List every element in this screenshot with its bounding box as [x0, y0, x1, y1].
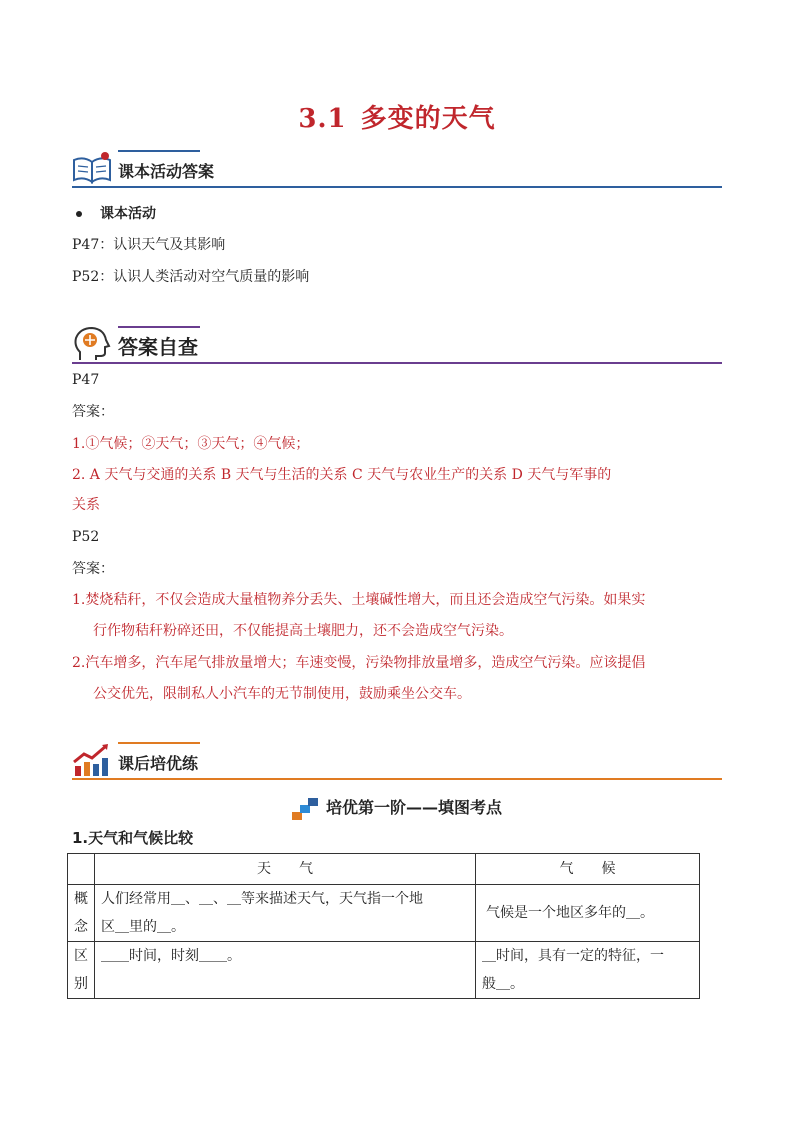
table-row — [68, 885, 700, 942]
comparison-table — [67, 853, 700, 999]
col-climate: 气 候 — [476, 854, 700, 885]
book-icon — [72, 150, 114, 186]
cell-weather-difference: ＿＿时间，时刻＿＿。 — [95, 942, 476, 999]
activity-line-p47: P47：认识天气及其影响 — [72, 237, 226, 253]
bullet-item: 课本活动 — [76, 204, 156, 224]
question-title: 1.天气和气候比较 — [72, 829, 194, 847]
table-corner — [68, 854, 95, 885]
answer-b2-line1: 2.汽车增多，汽车尾气排放量增大；车速变慢，污染物排放量增多，造成空气污染。应该提倡 — [72, 655, 646, 671]
growth-chart-icon — [72, 742, 114, 778]
cell-climate-difference: ＿时间，具有一定的特征，一 般＿。 — [476, 942, 700, 999]
title-number: 3.1 — [298, 104, 347, 134]
row-label-concept: 概念 — [68, 885, 95, 942]
col-weather: 天 气 — [95, 854, 476, 885]
section-heading: 答案自查 — [118, 335, 198, 359]
answer-label: 答案： — [72, 404, 114, 420]
bullet-icon — [76, 211, 82, 217]
stairs-icon — [292, 798, 322, 820]
head-thinking-icon — [72, 326, 114, 362]
row-label-difference: 区别 — [68, 942, 95, 999]
answer-b1-line2: 行作物秸秆粉碎还田，不仅能提高土壤肥力，还不会造成空气污染。 — [93, 623, 513, 639]
cell-weather-concept: 人们经常用＿、＿、＿等来描述天气，天气指一个地 区＿里的＿。 — [95, 885, 476, 942]
subheading: 培优第一阶——填图考点 — [0, 795, 794, 820]
section-header-textbook-answers — [72, 148, 722, 188]
answer-1: 1.①气候；②天气；③天气；④气候； — [72, 436, 310, 452]
title-text: 多变的天气 — [360, 104, 496, 134]
p52-label: P52 — [72, 529, 100, 545]
p47-label: P47 — [72, 372, 100, 388]
table-row — [68, 942, 700, 999]
section-heading: 课本活动答案 — [118, 162, 215, 181]
table-header-row — [68, 854, 700, 885]
answer-2-line2: 关系 — [72, 497, 100, 513]
answer-b1-line1: 1.焚烧秸秆，不仅会造成大量植物养分丢失、土壤碱性增大，而且还会造成空气污染。如果实 — [72, 592, 646, 608]
answer-2-line1: 2. A 天气与交通的关系 B 天气与生活的关系 C 天气与农业生产的关系 D 天气与军事的 — [72, 467, 612, 483]
section-header-after-class — [72, 740, 722, 780]
activity-line-p52: P52：认识人类活动对空气质量的影响 — [72, 269, 310, 285]
answer-b2-line2: 公交优先，限制私人小汽车的无节制使用，鼓励乘坐公交车。 — [93, 686, 471, 702]
section-heading: 课后培优练 — [118, 754, 199, 773]
answer-label: 答案： — [72, 561, 114, 577]
cell-climate-concept: 气候是一个地区多年的＿。 — [476, 885, 700, 942]
section-header-answer-check — [72, 324, 722, 364]
page-title — [0, 98, 794, 135]
